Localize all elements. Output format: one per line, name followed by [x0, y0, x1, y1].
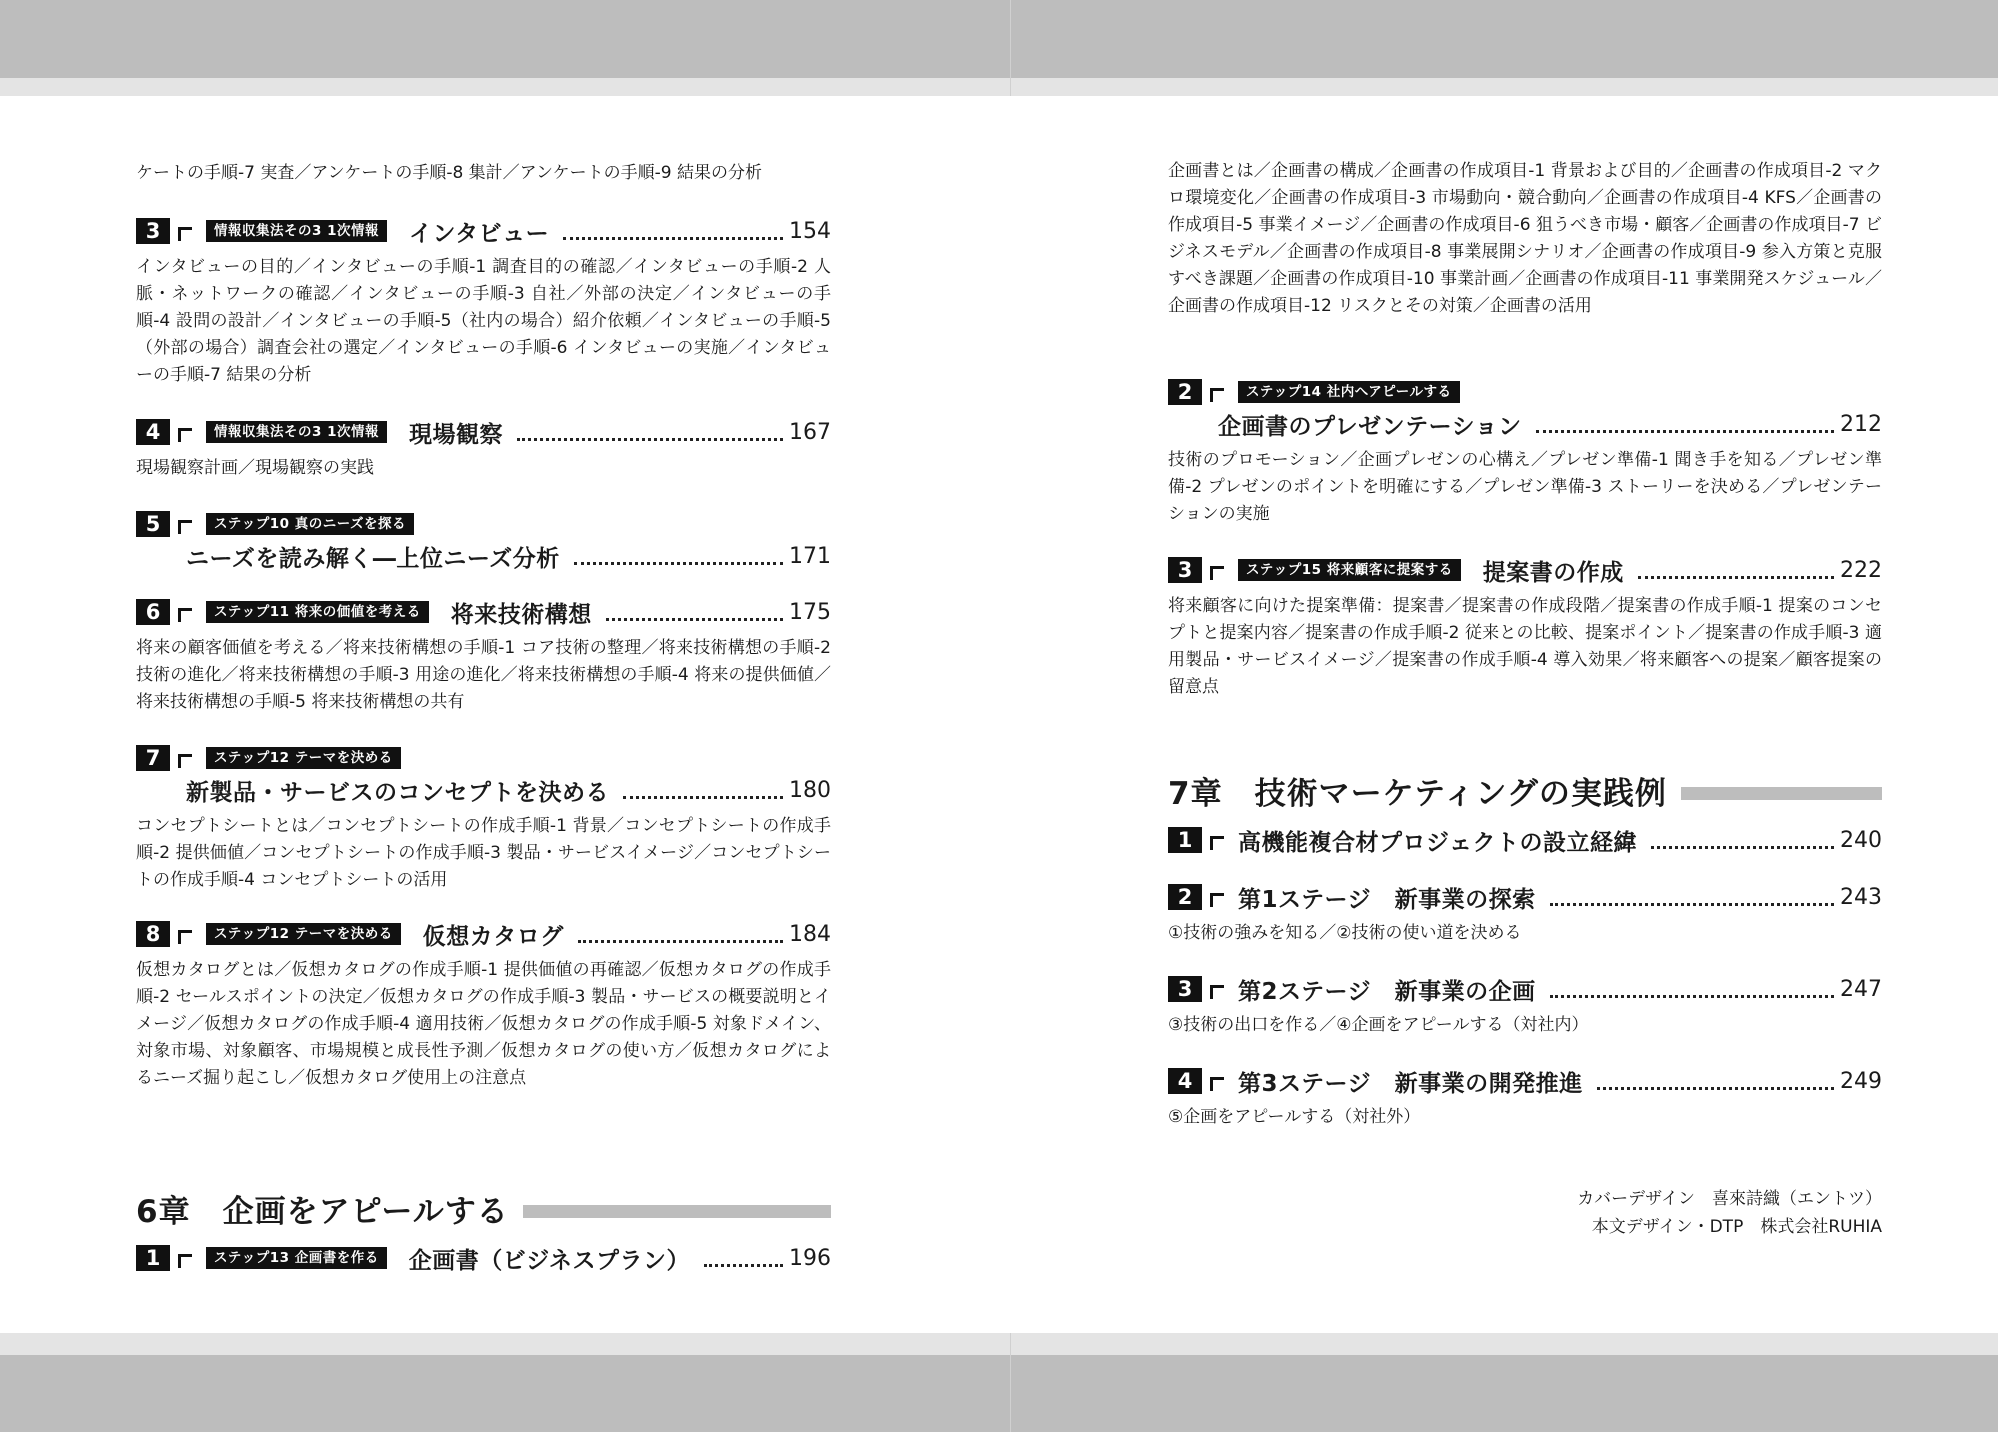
page-number: 167 [789, 419, 831, 445]
corner-mark-icon [178, 608, 192, 622]
page-number: 175 [789, 599, 831, 625]
toc-entry[interactable] [136, 918, 831, 1092]
entry-title: 高機能複合材プロジェクトの設立経緯 [1238, 829, 1638, 856]
corner-mark-icon [1210, 1077, 1224, 1091]
corner-mark-icon [178, 428, 192, 442]
step-tag: ステップ10 真のニーズを探る [206, 513, 414, 535]
dot-leader [563, 223, 783, 240]
toc-entry[interactable] [136, 1242, 831, 1274]
entry-heading[interactable] [1168, 554, 1882, 586]
section-number: 8 [136, 921, 170, 947]
page-number: 247 [1840, 976, 1882, 1002]
page-number: 240 [1840, 827, 1882, 853]
credit-cover-design: カバーデザイン 喜來詩織（エントツ） [1577, 1189, 1882, 1209]
corner-mark-icon [1210, 836, 1224, 850]
toc-entry[interactable] [136, 596, 831, 716]
dot-leader [517, 424, 783, 441]
entry-heading[interactable] [136, 742, 831, 774]
entry-heading[interactable] [1168, 376, 1882, 408]
dot-leader [1638, 562, 1834, 579]
entry-description: 技術のプロモーション／企画プレゼンの心構え／プレゼン準備-1 聞き手を知る／プレゼン準備-2 プレゼンのポイントを明確にする／プレゼン準備-3 ストーリーを決める／プレゼンテーションの実施 [1168, 450, 1882, 524]
corner-mark-icon [178, 520, 192, 534]
section-number: 1 [1168, 827, 1202, 853]
entry-heading[interactable] [136, 918, 831, 950]
toc-entry[interactable] [136, 742, 831, 894]
entry-title: 第1ステージ 新事業の探索 [1238, 886, 1536, 913]
section-number: 4 [136, 419, 170, 445]
chapter-title: 6章 企画をアピールする [136, 1193, 509, 1230]
section-number: 3 [1168, 557, 1202, 583]
entry-description: ⑤企画をアピールする（対社外） [1168, 1107, 1421, 1127]
dot-leader [574, 548, 783, 565]
corner-mark-icon [1210, 893, 1224, 907]
entry-title: 第3ステージ 新事業の開発推進 [1238, 1070, 1583, 1097]
bottom-band-edge [0, 1333, 1998, 1355]
top-band [0, 0, 1998, 78]
page-number: 184 [789, 921, 831, 947]
dot-leader [606, 604, 783, 621]
step-tag: ステップ11 将来の価値を考える [206, 601, 429, 623]
toc-entry[interactable] [136, 215, 831, 389]
entry-heading-line2[interactable] [136, 540, 831, 572]
corner-mark-icon [1210, 985, 1224, 999]
step-tag: ステップ12 テーマを決める [206, 747, 401, 769]
bottom-band [0, 1355, 1998, 1432]
section-number: 3 [136, 218, 170, 244]
entry-heading[interactable] [1168, 824, 1882, 856]
entry-title: ニーズを読み解く―上位ニーズ分析 [186, 545, 560, 572]
section-number: 6 [136, 599, 170, 625]
section-number: 5 [136, 511, 170, 537]
step-tag: ステップ15 将来顧客に提案する [1238, 559, 1461, 581]
chapter-heading [1168, 770, 1882, 810]
toc-entry[interactable] [1168, 376, 1882, 528]
dot-leader [704, 1250, 783, 1267]
left-intro [136, 160, 831, 187]
page-number: 212 [1840, 411, 1882, 437]
page-number: 154 [789, 218, 831, 244]
entry-description: 現場観察計画／現場観察の実践 [136, 458, 374, 478]
entry-title: 企画書のプレゼンテーション [1218, 413, 1522, 440]
step-tag: ステップ14 社内へアピールする [1238, 381, 1460, 403]
step-tag: 情報収集法その3 1次情報 [206, 220, 387, 242]
credit-text-design: 本文デザイン・DTP 株式会社RUHIA [1591, 1217, 1882, 1237]
toc-entry[interactable] [1168, 973, 1882, 1039]
toc-entry[interactable] [1168, 554, 1882, 701]
entry-title: 現場観察 [409, 421, 503, 448]
page-number: 222 [1840, 557, 1882, 583]
entry-description: インタビューの目的／インタビューの手順-1 調査目的の確認／インタビューの手順-2 人脈・ネットワークの確認／インタビューの手順-3 自社／外部の決定／インタビューの手順-4 設問の設計／インタビューの手順-5（社内の場合）紹介依頼／インタビューの手順-5（外部の場合）調査会社の選定／インタビューの手順-6 インタビューの実施／インタビューの手順-7 結果の分析 [136, 257, 831, 385]
entry-heading[interactable] [1168, 881, 1882, 913]
corner-mark-icon [1210, 388, 1224, 402]
corner-mark-icon [178, 930, 192, 944]
entry-title: 将来技術構想 [450, 601, 592, 628]
corner-mark-icon [178, 1254, 192, 1268]
entry-heading-line2[interactable] [136, 774, 831, 806]
page-number: 180 [789, 777, 831, 803]
toc-entry[interactable] [1168, 881, 1882, 947]
entry-heading[interactable] [1168, 973, 1882, 1005]
dot-leader [1651, 832, 1834, 849]
entry-heading[interactable] [136, 596, 831, 628]
entry-title: インタビュー [409, 220, 550, 247]
chapter-title: 7章 技術マーケティングの実践例 [1168, 775, 1667, 812]
entry-description: ③技術の出口を作る／④企画をアピールする（対社内） [1168, 1015, 1589, 1035]
dot-leader [578, 926, 783, 943]
entry-description: コンセプトシートとは／コンセプトシートの作成手順-1 背景／コンセプトシートの作成手順-2 提供価値／コンセプトシートの作成手順-3 製品・サービスイメージ／コンセプトシートの作成手順-4 コンセプトシートの活用 [136, 816, 831, 890]
corner-mark-icon [178, 227, 192, 241]
entry-heading[interactable] [136, 508, 831, 540]
page-number: 196 [789, 1245, 831, 1271]
toc-entry[interactable] [1168, 824, 1882, 856]
step-tag: ステップ13 企画書を作る [206, 1247, 387, 1269]
intro-text: 企画書とは／企画書の構成／企画書の作成項目-1 背景および目的／企画書の作成項目-2 マクロ環境変化／企画書の作成項目-3 市場動向・競合動向／企画書の作成項目-4 KFS／企画書の作成項目-5 事業イメージ／企画書の作成項目-6 狙うべき市場・顧客／企画書の作成項目-7 ビジネスモデル／企画書の作成項目-8 事業展開シナリオ／企画書の作成項目-9 参入方策と克服すべき課題／企画書の作成項目-10 事業計画／企画書の作成項目-11 事業開発スケジュール／企画書の作成項目-12 リスクとその対策／企画書の活用 [1168, 161, 1882, 316]
entry-title: 企画書（ビジネスプラン） [408, 1247, 691, 1274]
page-number: 171 [789, 543, 831, 569]
step-tag: 情報収集法その3 1次情報 [206, 421, 387, 443]
top-band-edge [0, 78, 1998, 96]
entry-heading[interactable] [136, 215, 831, 247]
intro-text: ケートの手順-7 実査／アンケートの手順-8 集計／アンケートの手順-9 結果の分析 [136, 163, 763, 183]
entry-title: 提案書の作成 [1482, 559, 1624, 586]
toc-entry[interactable] [1168, 1065, 1882, 1131]
right-intro [1168, 158, 1882, 320]
chapter-rule [1681, 787, 1882, 800]
entry-description: 将来顧客に向けた提案準備：提案書／提案書の作成段階／提案書の作成手順-1 提案のコンセプトと提案内容／提案書の作成手順-2 従来との比較、提案ポイント／提案書の作成手順-3 適用製品・サービスイメージ／提案書の作成手順-4 導入効果／将来顧客への提案／顧客提案の留意点 [1168, 596, 1882, 697]
section-number: 3 [1168, 976, 1202, 1002]
chapter-rule [523, 1205, 831, 1218]
dot-leader [1550, 981, 1834, 998]
entry-heading[interactable] [136, 1242, 831, 1274]
section-number: 2 [1168, 884, 1202, 910]
dot-leader [623, 782, 783, 799]
entry-title: 第2ステージ 新事業の企画 [1238, 978, 1536, 1005]
entry-heading-line2[interactable] [1168, 408, 1882, 440]
dot-leader [1550, 889, 1834, 906]
credits [1577, 1185, 1882, 1241]
page-gutter-bottom [1010, 1333, 1011, 1432]
dot-leader [1597, 1073, 1834, 1090]
page-gutter-top [1010, 0, 1011, 96]
entry-heading[interactable] [1168, 1065, 1882, 1097]
corner-mark-icon [178, 754, 192, 768]
entry-description: ①技術の強みを知る／②技術の使い道を決める [1168, 923, 1522, 943]
dot-leader [1536, 416, 1834, 433]
toc-entry[interactable] [136, 508, 831, 572]
entry-description: 将来の顧客価値を考える／将来技術構想の手順-1 コア技術の整理／将来技術構想の手順-2 技術の進化／将来技術構想の手順-3 用途の進化／将来技術構想の手順-4 将来の提供価値／将来技術構想の手順-5 将来技術構想の共有 [136, 638, 831, 712]
page-number: 243 [1840, 884, 1882, 910]
chapter-heading [136, 1188, 831, 1228]
section-number: 1 [136, 1245, 170, 1271]
entry-description: 仮想カタログとは／仮想カタログの作成手順-1 提供価値の再確認／仮想カタログの作成手順-2 セールスポイントの決定／仮想カタログの作成手順-3 製品・サービスの概要説明とイメージ／仮想カタログの作成手順-4 適用技術／仮想カタログの作成手順-5 対象ドメイン、対象市場、対象顧客、市場規模と成長性予測／仮想カタログの使い方／仮想カタログによるニーズ掘り起こし／仮想カタログ使用上の注意点 [136, 960, 831, 1088]
corner-mark-icon [1210, 566, 1224, 580]
section-number: 2 [1168, 379, 1202, 405]
toc-entry[interactable] [136, 416, 831, 482]
entry-heading[interactable] [136, 416, 831, 448]
step-tag: ステップ12 テーマを決める [206, 923, 401, 945]
entry-title: 仮想カタログ [422, 923, 564, 950]
entry-title: 新製品・サービスのコンセプトを決める [186, 779, 609, 806]
section-number: 4 [1168, 1068, 1202, 1094]
page-number: 249 [1840, 1068, 1882, 1094]
section-number: 7 [136, 745, 170, 771]
